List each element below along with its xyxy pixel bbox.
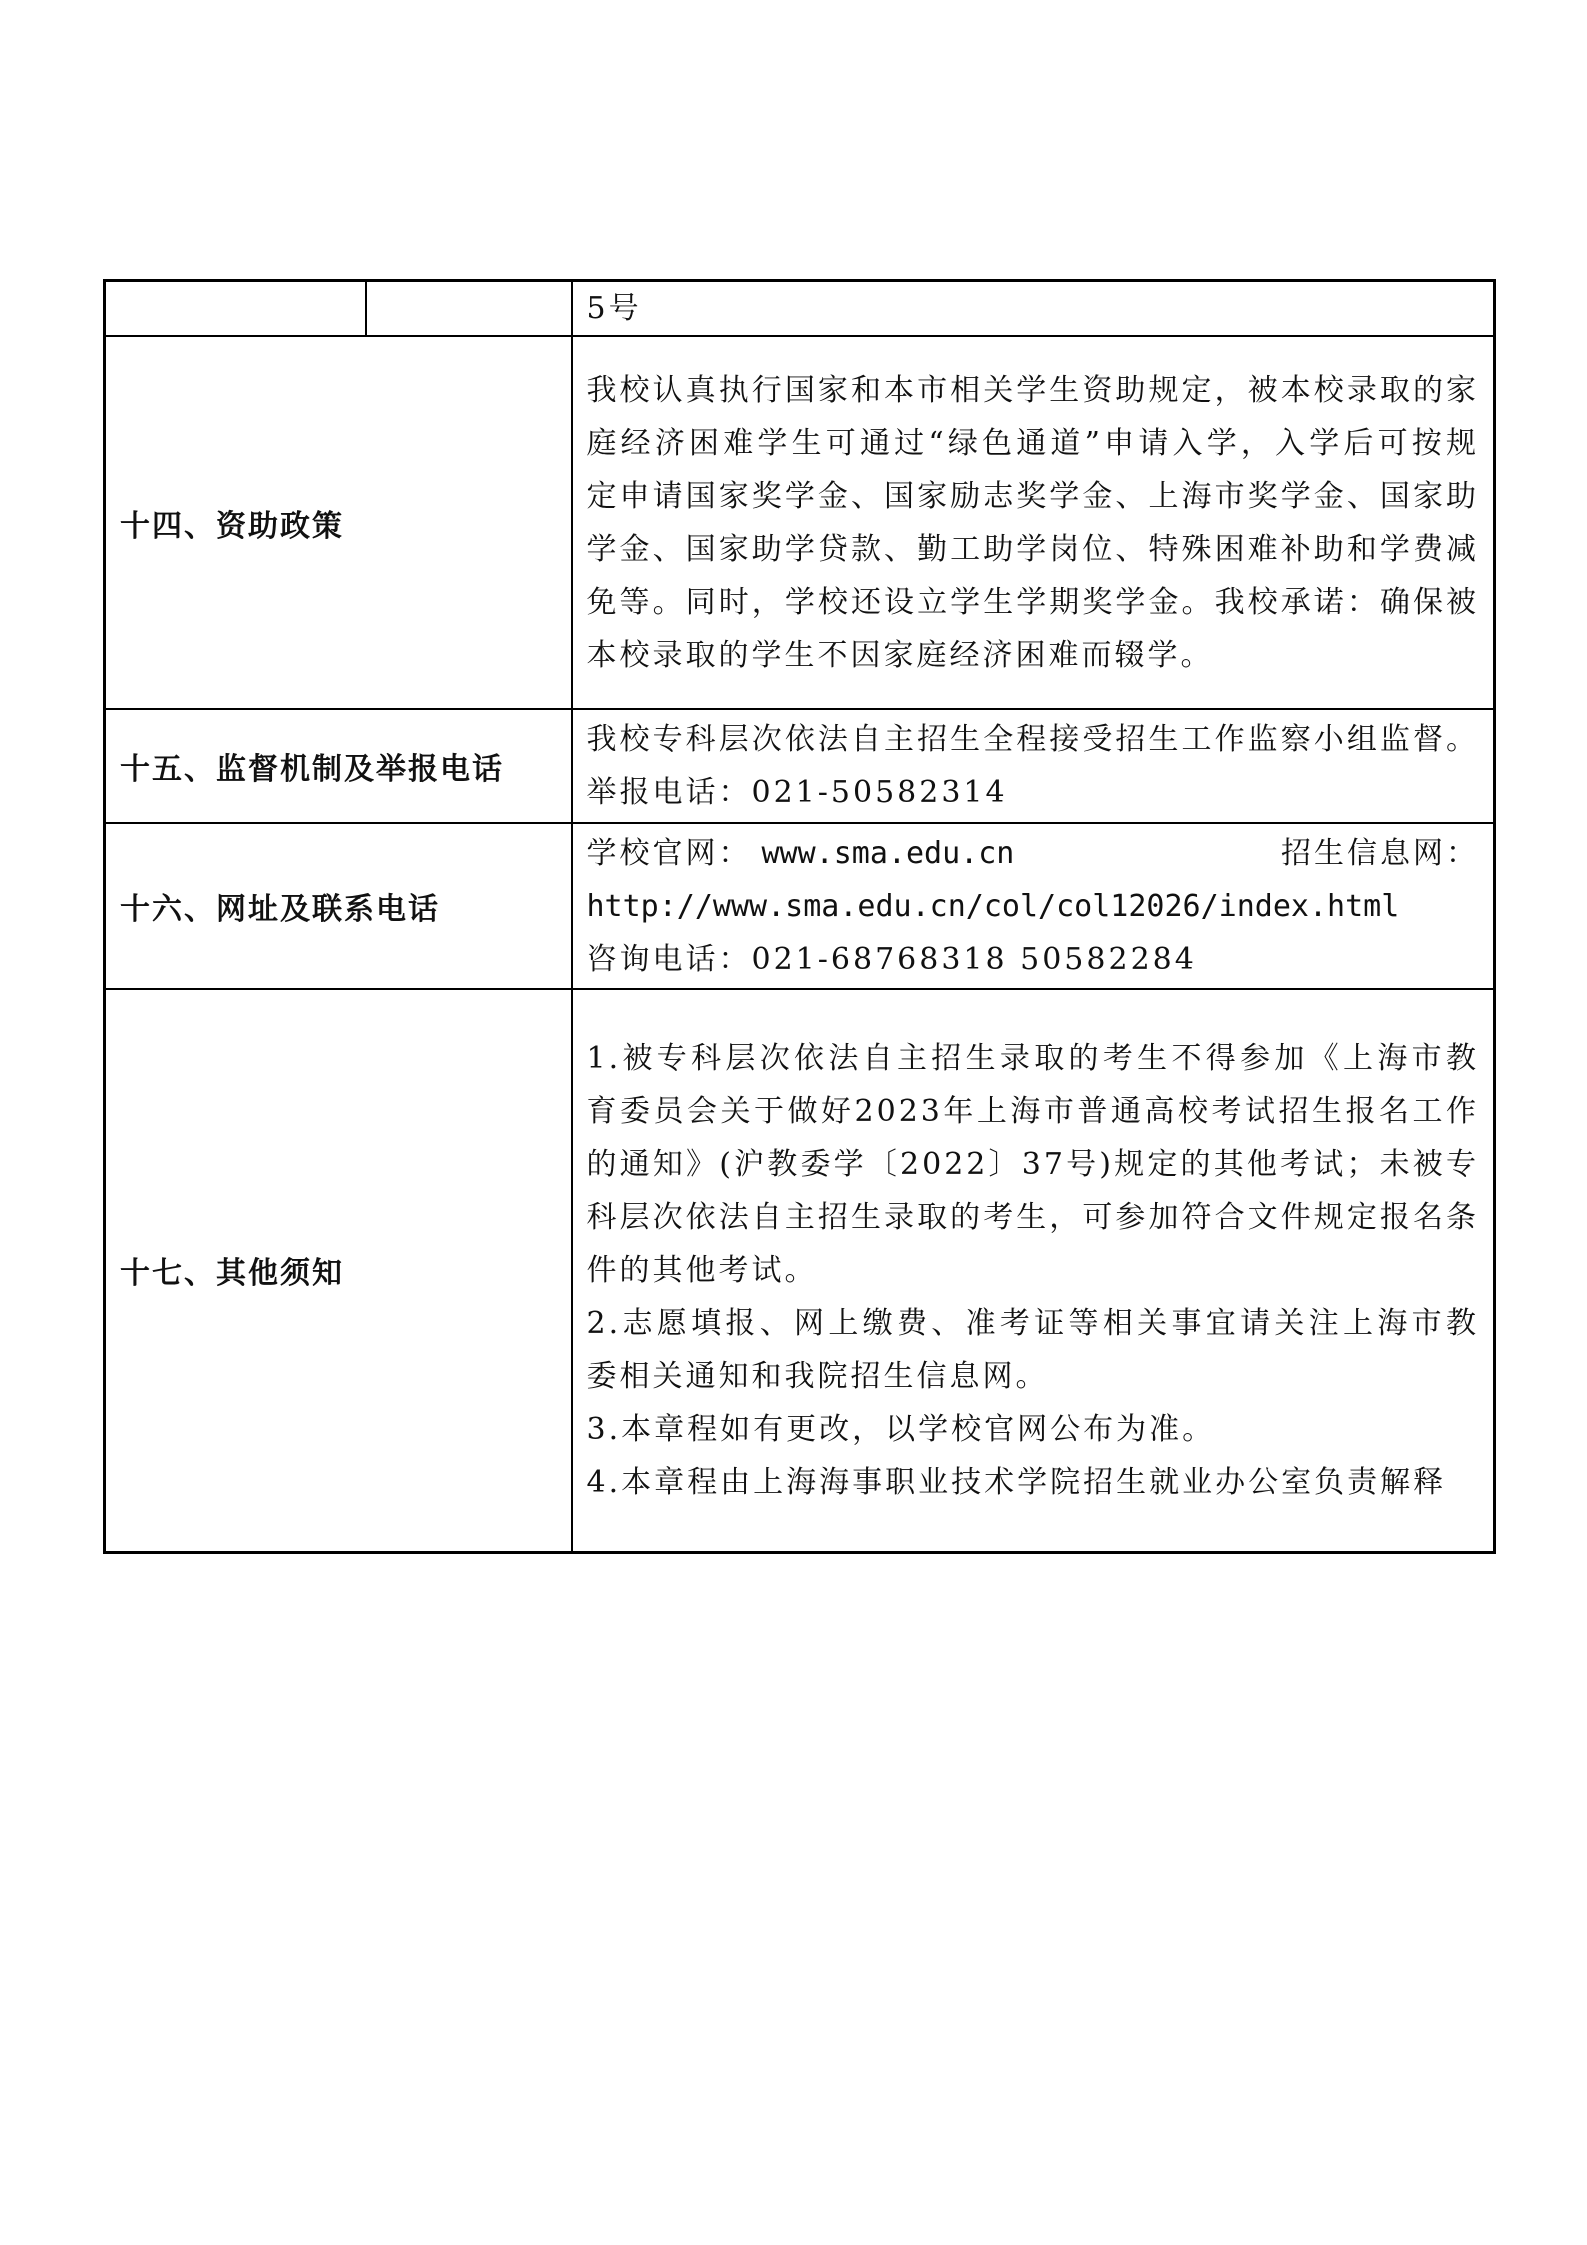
row-label-website-contact: 十六、网址及联系电话 bbox=[105, 823, 572, 989]
school-site-label: 学校官网： bbox=[586, 835, 752, 871]
table-row bbox=[105, 336, 1495, 709]
contact-phone: 咨询电话：021-68768318 50582284 bbox=[586, 941, 1197, 977]
table-cell-content bbox=[572, 336, 1495, 709]
table-cell-content bbox=[572, 823, 1495, 989]
admissions-info-table bbox=[103, 279, 1496, 1554]
admissions-site-link[interactable]: http://www.sma.edu.cn/col/col12026/index.html bbox=[586, 888, 1400, 924]
table-cell-content bbox=[572, 989, 1495, 1552]
table-row bbox=[105, 989, 1495, 1552]
table-cell-empty bbox=[366, 281, 572, 337]
note-item-1: 1.被专科层次依法自主招生录取的考生不得参加《上海市教育委员会关于做好2023年上海市普通高校考试招生报名工作的通知》(沪教委学〔2022〕37号)规定的其他考试；未被专科层次依法自主招生录取的考生，可参加符合文件规定报名条件的其他考试。 bbox=[586, 1040, 1479, 1288]
note-item-4: 4.本章程由上海海事职业技术学院招生就业办公室负责解释 bbox=[586, 1464, 1447, 1500]
supervision-text: 我校专科层次依法自主招生全程接受招生工作监察小组监督。举报电话：021-50582314 bbox=[586, 722, 1479, 810]
school-site-link[interactable]: www.sma.edu.cn bbox=[761, 835, 1015, 871]
row-label-supervision: 十五、监督机制及举报电话 bbox=[105, 709, 572, 823]
table-row bbox=[105, 281, 1495, 337]
website-line bbox=[587, 827, 1480, 880]
note-item-2: 2.志愿填报、网上缴费、准考证等相关事宜请关注上海市教委相关通知和我院招生信息网。 bbox=[586, 1305, 1479, 1394]
table-row bbox=[105, 823, 1495, 989]
table-cell-content bbox=[572, 709, 1495, 823]
table-cell-content bbox=[572, 281, 1495, 337]
cell-text: 5号 bbox=[586, 291, 642, 326]
aid-policy-text: 我校认真执行国家和本市相关学生资助规定，被本校录取的家庭经济困难学生可通过“绿色通道”申请入学，入学后可按规定申请国家奖学金、国家励志奖学金、上海市奖学金、国家助学金、国家助学贷款、勤工助学岗位、特殊困难补助和学费减免等。同时，学校还设立学生学期奖学金。我校承诺：确保被本校录取的学生不因家庭经济困难而辍学。 bbox=[586, 372, 1479, 673]
admissions-site-label: 招生信息网： bbox=[1281, 835, 1479, 871]
row-label-other-notes: 十七、其他须知 bbox=[105, 989, 572, 1552]
note-item-3: 3.本章程如有更改，以学校官网公布为准。 bbox=[586, 1411, 1216, 1447]
table-cell-empty bbox=[105, 281, 366, 337]
row-label-aid-policy: 十四、资助政策 bbox=[105, 336, 572, 709]
table-row bbox=[105, 709, 1495, 823]
